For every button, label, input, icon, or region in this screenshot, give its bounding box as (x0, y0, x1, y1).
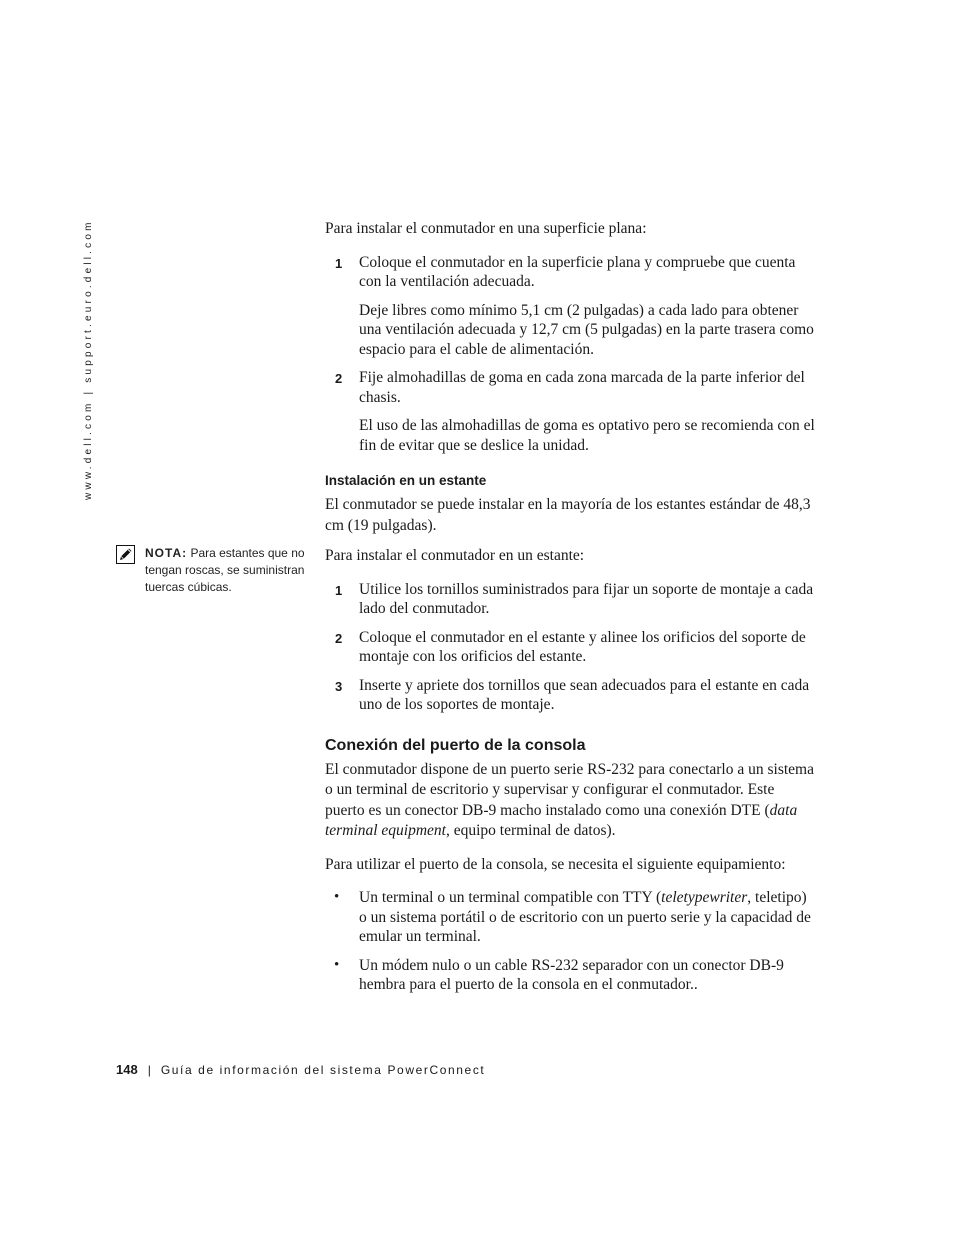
step-detail: El uso de las almohadillas de goma es optativo pero se recomienda con el fin de evitar que se deslice la unidad. (359, 417, 815, 454)
bullet-text: Un módem nulo o un cable RS-232 separador con un conector DB-9 hembra para el puerto de la consola en el conmutador.. (359, 956, 784, 993)
step-number: 1 (335, 255, 343, 271)
step-number: 3 (335, 678, 343, 694)
rack-step-1 (325, 580, 817, 619)
pencil-note-icon (116, 545, 135, 564)
step-text: Coloque el conmutador en el estante y alinee los orificios del soporte de montaje con los orificios del estante. (359, 628, 806, 665)
bullet-text-before: Un terminal o un terminal compatible con TTY ( (359, 889, 662, 906)
rack-instruction: Para instalar el conmutador en un estante: (325, 547, 585, 564)
bullet-text-italic: teletypewriter (661, 889, 748, 906)
equipment-intro: Para utilizar el puerto de la consola, se necesita el siguiente equipamiento: (325, 855, 786, 873)
step-number: 1 (335, 582, 343, 598)
note-text (145, 545, 306, 596)
flat-step-1 (325, 253, 817, 360)
page-footer (116, 1062, 485, 1077)
sidebar-url: www.dell.com | support.euro.dell.com (83, 219, 94, 500)
note-label: NOTA: (145, 546, 188, 560)
step-text: Coloque el conmutador en la superficie plana y compruebe que cuenta con la ventilación adecuada. (359, 253, 796, 290)
footer-title: Guía de información del sistema PowerConnect (160, 1063, 486, 1077)
step-text: Fije almohadillas de goma en cada zona marcada de la parte inferior del chasis. (359, 369, 805, 406)
step-detail: Deje libres como mínimo 5,1 cm (2 pulgadas) a cada lado para obtener una ventilación adecuada y 12,7 cm (5 pulgadas) en la parte trasera como espacio para el cable de alimentación. (359, 301, 814, 358)
page-number: 148 (116, 1062, 138, 1077)
main-content (325, 219, 817, 995)
step-text: Utilice los tornillos suministrados para fijar un soporte de montaje a cada lado del conmutador. (359, 580, 814, 617)
console-text-italic: data terminal equipment (325, 801, 798, 839)
rack-heading: Instalación en un estante (325, 473, 487, 488)
rack-step-3 (325, 676, 817, 715)
console-text-after: , equipo terminal de datos). (445, 822, 616, 839)
bullet-icon: • (334, 889, 340, 905)
step-number: 2 (335, 630, 343, 646)
console-paragraph (325, 760, 817, 842)
footer-separator: | (147, 1063, 151, 1077)
console-text-before: El conmutador dispone de un puerto serie RS-232 para conectarlo a un sistema o un terminal de escritorio y supervisar y configurar el conmutador. Este puerto es un conector DB-9 macho instalado como una conexión DTE ( (325, 760, 814, 819)
bullet-text-after: , teletipo) o un sistema portátil o de escritorio con un puerto serie y la capacidad de emular un terminal. (359, 889, 811, 945)
note-body: Para estantes que no tengan roscas, se suministran tuercas cúbicas. (145, 546, 305, 594)
bullet-text (359, 888, 817, 947)
flat-step-2 (325, 368, 817, 455)
bullet-item-2 (325, 956, 817, 995)
rack-step-2 (325, 628, 817, 667)
flat-intro: Para instalar el conmutador en una superficie plana: (325, 220, 647, 237)
step-number: 2 (335, 371, 343, 386)
bullet-item-1 (325, 888, 817, 947)
console-heading: Conexión del puerto de la consola (325, 736, 586, 754)
step-text: Inserte y apriete dos tornillos que sean adecuados para el estante en cada uno de los soportes de montaje. (359, 676, 810, 713)
rack-intro: El conmutador se puede instalar en la mayoría de los estantes estándar de 48,3 cm (19 pulgadas). (325, 496, 811, 534)
bullet-icon: • (334, 956, 340, 973)
note-callout (116, 545, 306, 596)
